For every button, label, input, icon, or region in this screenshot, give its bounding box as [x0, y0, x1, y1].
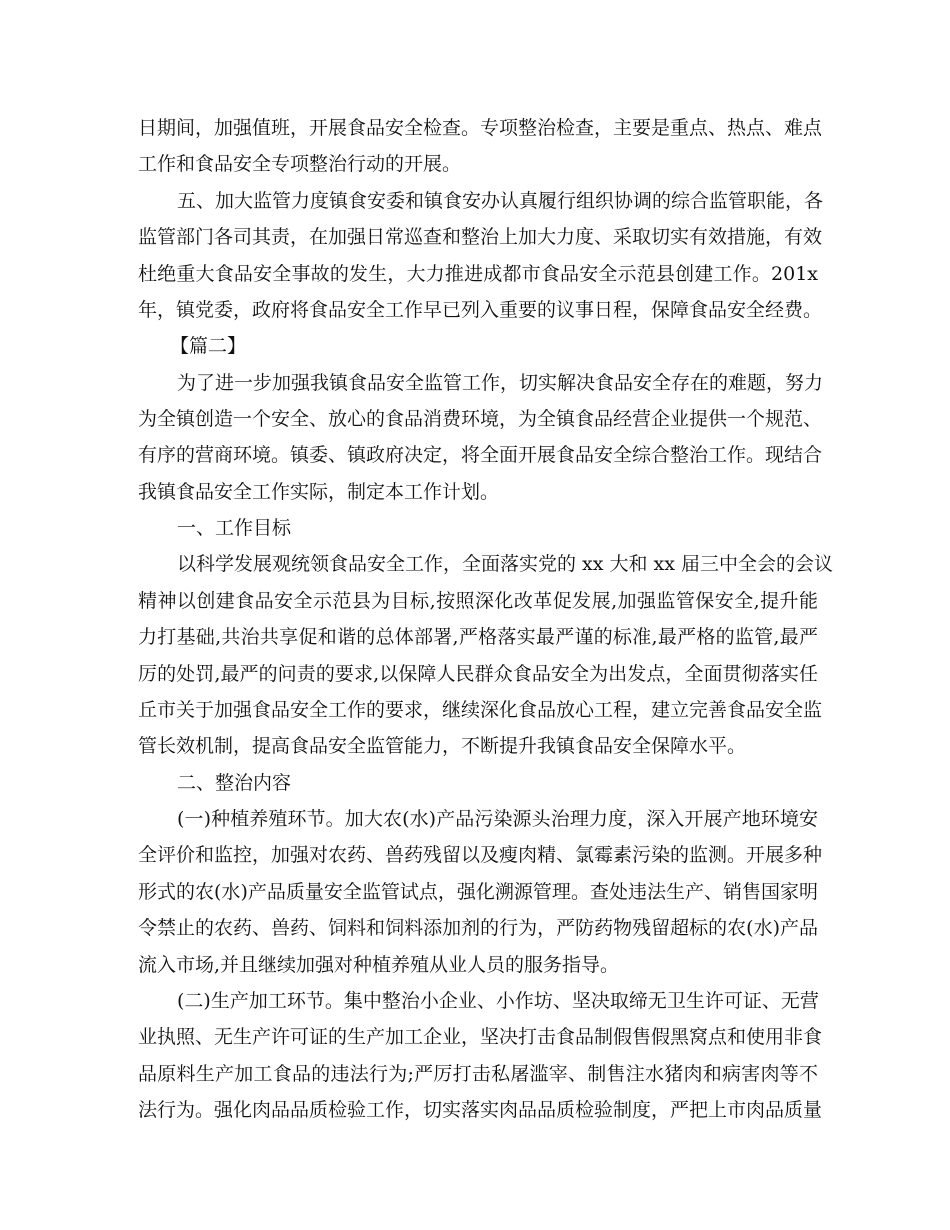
text-line: 日期间，加强值班，开展食品安全检查。专项整治检查，主要是重点、热点、难点 [138, 117, 823, 139]
text-line: 令禁止的农药、兽药、饲料和饲料添加剂的行为，严防药物残留超标的农(水)产品 [138, 917, 818, 939]
text-line: 管长效机制，提高食品安全监管能力，不断提升我镇食品安全保障水平。 [138, 735, 747, 757]
text-line: 工作和食品安全专项整治行动的开展。 [138, 153, 462, 175]
text-line: 为全镇创造一个安全、放心的食品消费环境，为全镇食品经营企业提供一个规范、 [138, 408, 823, 430]
text-line: 杜绝重大食品安全事故的发生，大力推进成都市食品安全示范县创建工作。201x [138, 263, 818, 285]
text-line: 法行为。强化肉品品质检验工作，切实落实肉品品质检验制度，严把上市肉品质量 [138, 1099, 823, 1121]
text-line: 厉的处罚,最严的问责的要求,以保障人民群众食品安全为出发点，全面贯彻落实任 [138, 663, 818, 685]
text-line: 形式的农(水)产品质量安全监管试点，强化溯源管理。查处违法生产、销售国家明 [138, 881, 818, 903]
text-line: 丘市关于加强食品安全工作的要求，继续深化食品放心工程，建立完善食品安全监 [138, 699, 823, 721]
text-line: 流入市场,并且继续加强对种植养殖从业人员的服务指导。 [138, 954, 620, 976]
text-line: 年，镇党委，政府将食品安全工作早已列入重要的议事日程，保障食品安全经费。 [138, 299, 823, 321]
paragraph-start-line: 以科学发展观统领食品安全工作，全面落实党的 xx 大和 xx 届三中全会的会议 [177, 553, 834, 575]
section-heading: 【篇二】 [170, 335, 247, 357]
text-line: 我镇食品安全工作实际，制定本工作计划。 [138, 481, 500, 503]
text-line: 全评价和监控，加强对农药、兽药残留以及瘦肉精、氯霉素污染的监测。开展多种 [138, 844, 823, 866]
paragraph-start-line: (一)种植养殖环节。加大农(水)产品污染源头治理力度，深入开展产地环境安 [177, 808, 818, 830]
paragraph-start-line: (二)生产加工环节。集中整治小企业、小作坊、坚决取缔无卫生许可证、无营 [177, 990, 819, 1012]
paragraph-start-line: 五、加大监管力度镇食安委和镇食安办认真履行组织协调的综合监管职能，各 [177, 190, 824, 212]
text-line: 业执照、无生产许可证的生产加工企业，坚决打击食品制假售假黑窝点和使用非食 [138, 1026, 823, 1048]
text-line: 精神以创建食品安全示范县为目标,按照深化改革促发展,加强监管保安全,提升能 [138, 590, 818, 612]
subheading: 一、工作目标 [177, 517, 292, 539]
text-line: 有序的营商环境。镇委、镇政府决定，将全面开展食品安全综合整治工作。现结合 [138, 444, 823, 466]
text-line: 品原料生产加工食品的违法行为;严厉打击私屠滥宰、制售注水猪肉和病害肉等不 [138, 1063, 818, 1085]
text-line: 监管部门各司其责，在加强日常巡查和整治上加大力度、采取切实有效措施，有效 [138, 226, 823, 248]
text-line: 力打基础,共治共享促和谐的总体部署,严格落实最严谨的标准,最严格的监管,最严 [138, 626, 818, 648]
paragraph-start-line: 为了进一步加强我镇食品安全监管工作，切实解决食品安全存在的难题，努力 [177, 372, 824, 394]
subheading: 二、整治内容 [177, 772, 292, 794]
